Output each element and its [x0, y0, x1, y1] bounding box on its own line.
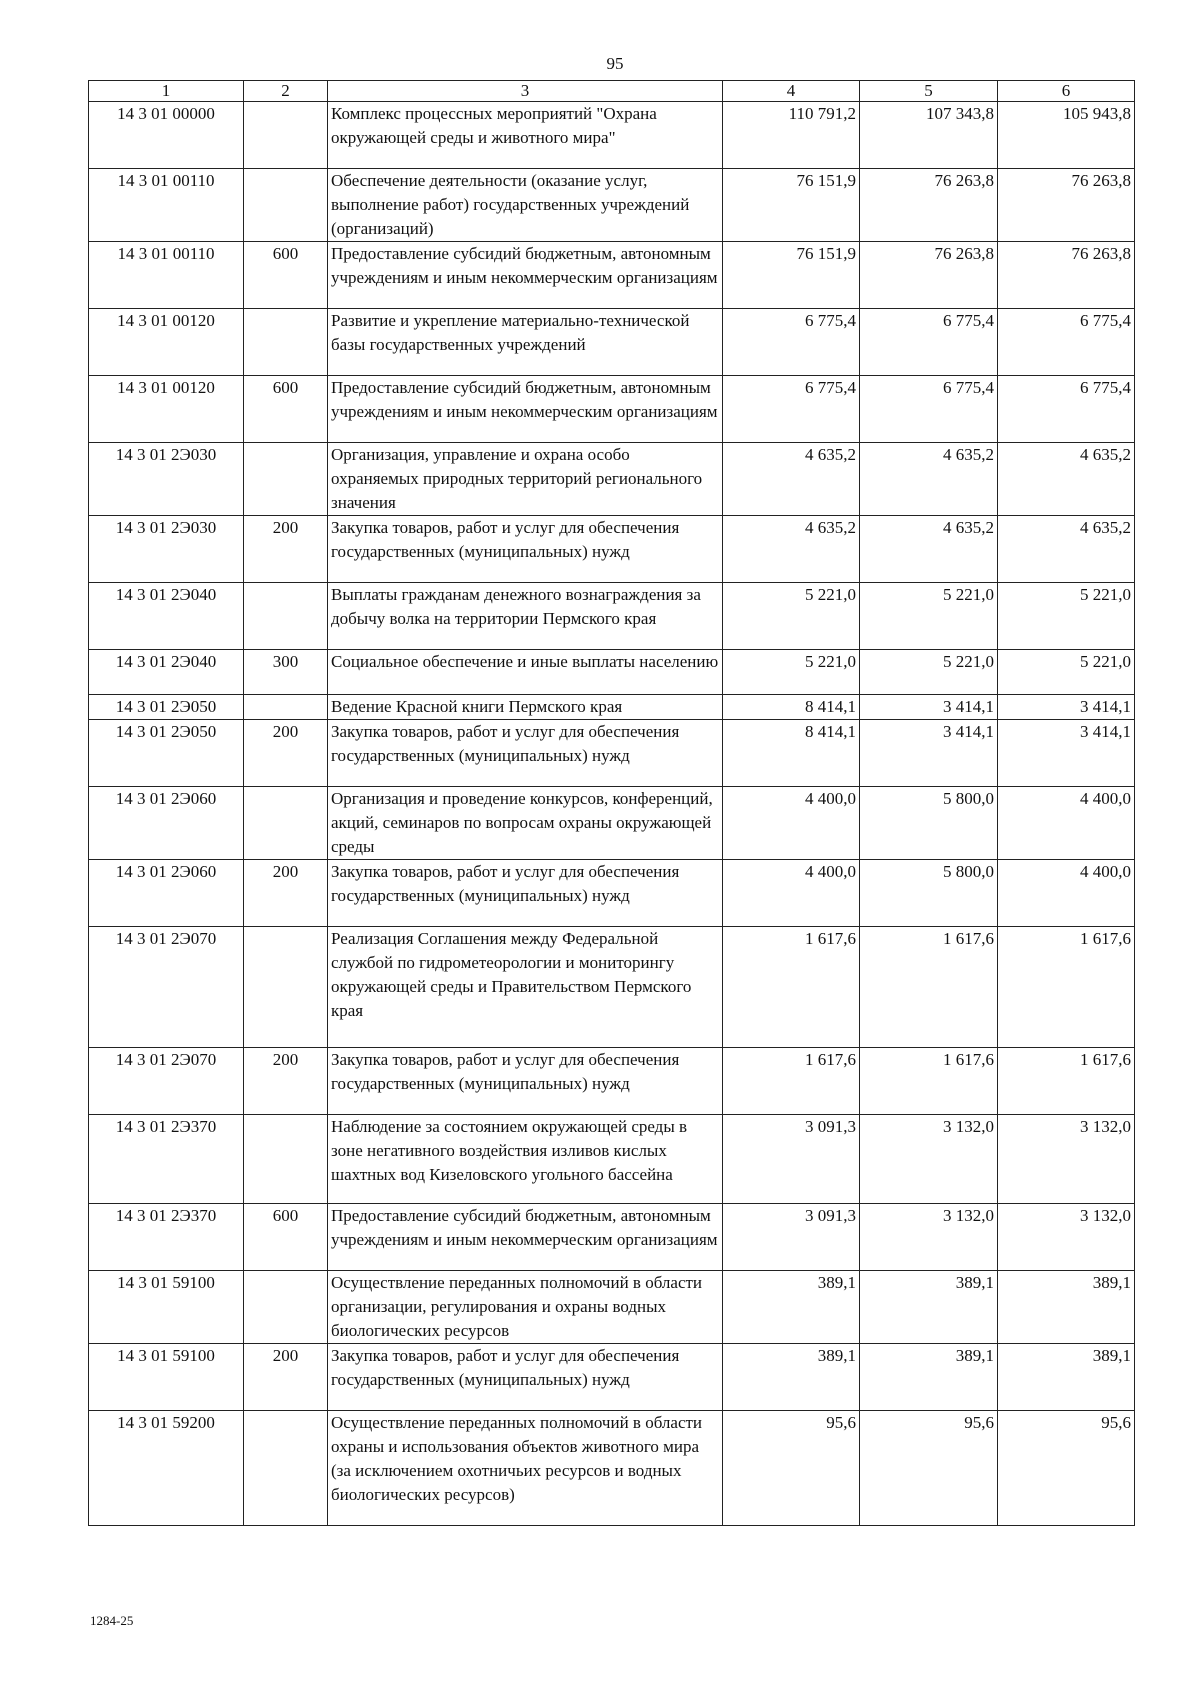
budget-code-cell: 14 3 01 2Э040 — [89, 583, 244, 650]
budget-code-cell: 14 3 01 2Э060 — [89, 787, 244, 860]
amount-col6-cell: 6 775,4 — [998, 376, 1135, 443]
amount-col5-cell: 107 343,8 — [860, 102, 998, 169]
amount-col5-cell: 76 263,8 — [860, 242, 998, 309]
amount-col5-cell: 4 635,2 — [860, 443, 998, 516]
budget-code-cell: 14 3 01 2Э370 — [89, 1115, 244, 1204]
amount-col5-cell: 389,1 — [860, 1344, 998, 1411]
expense-type-cell — [244, 443, 328, 516]
table-row — [89, 1115, 1135, 1204]
expense-type-cell — [244, 1271, 328, 1344]
table-row — [89, 695, 1135, 720]
table-body — [89, 102, 1135, 1526]
amount-col6-cell: 105 943,8 — [998, 102, 1135, 169]
document-footer-code: 1284-25 — [90, 1613, 134, 1628]
amount-col5-cell: 3 414,1 — [860, 720, 998, 787]
table-row — [89, 583, 1135, 650]
budget-code-cell: 14 3 01 00000 — [89, 102, 244, 169]
column-header-2: 2 — [244, 81, 328, 102]
amount-col5-cell: 5 221,0 — [860, 583, 998, 650]
expense-type-cell: 200 — [244, 720, 328, 787]
item-name-cell: Организация, управление и охрана особо охраняемых природных территорий регионального значения — [328, 443, 723, 516]
table-row — [89, 443, 1135, 516]
budget-code-cell: 14 3 01 00110 — [89, 169, 244, 242]
amount-col4-cell: 389,1 — [723, 1344, 860, 1411]
item-name-cell: Закупка товаров, работ и услуг для обеспечения государственных (муниципальных) нужд — [328, 1048, 723, 1115]
amount-col6-cell: 1 617,6 — [998, 1048, 1135, 1115]
expense-type-cell — [244, 927, 328, 1048]
amount-col6-cell: 1 617,6 — [998, 927, 1135, 1048]
budget-code-cell: 14 3 01 2Э030 — [89, 443, 244, 516]
table-row — [89, 650, 1135, 695]
item-name-cell: Выплаты гражданам денежного вознаграждения за добычу волка на территории Пермского края — [328, 583, 723, 650]
expense-type-cell — [244, 695, 328, 720]
amount-col6-cell: 76 263,8 — [998, 169, 1135, 242]
budget-code-cell: 14 3 01 2Э050 — [89, 695, 244, 720]
table-row — [89, 1344, 1135, 1411]
budget-table — [88, 80, 1135, 1526]
column-header-6: 6 — [998, 81, 1135, 102]
table-row — [89, 1204, 1135, 1271]
budget-code-cell: 14 3 01 2Э370 — [89, 1204, 244, 1271]
budget-code-cell: 14 3 01 00110 — [89, 242, 244, 309]
amount-col4-cell: 389,1 — [723, 1271, 860, 1344]
budget-code-cell: 14 3 01 00120 — [89, 309, 244, 376]
budget-code-cell: 14 3 01 2Э070 — [89, 927, 244, 1048]
table-row — [89, 1048, 1135, 1115]
amount-col6-cell: 3 132,0 — [998, 1115, 1135, 1204]
amount-col4-cell: 1 617,6 — [723, 1048, 860, 1115]
amount-col5-cell: 6 775,4 — [860, 309, 998, 376]
item-name-cell: Комплекс процессных мероприятий "Охрана окружающей среды и животного мира" — [328, 102, 723, 169]
table-row — [89, 242, 1135, 309]
amount-col5-cell: 5 800,0 — [860, 860, 998, 927]
amount-col6-cell: 4 635,2 — [998, 443, 1135, 516]
table-row — [89, 927, 1135, 1048]
amount-col5-cell: 76 263,8 — [860, 169, 998, 242]
item-name-cell: Предоставление субсидий бюджетным, автономным учреждениям и иным некоммерческим организациям — [328, 242, 723, 309]
budget-code-cell: 14 3 01 2Э050 — [89, 720, 244, 787]
amount-col6-cell: 5 221,0 — [998, 650, 1135, 695]
table-row — [89, 720, 1135, 787]
item-name-cell: Организация и проведение конкурсов, конференций, акций, семинаров по вопросам охраны окружающей среды — [328, 787, 723, 860]
item-name-cell: Реализация Соглашения между Федеральной службой по гидрометеорологии и мониторингу окружающей среды и Правительством Пермского края — [328, 927, 723, 1048]
amount-col4-cell: 4 635,2 — [723, 443, 860, 516]
column-number-row — [89, 81, 1135, 102]
amount-col4-cell: 4 400,0 — [723, 860, 860, 927]
amount-col4-cell: 76 151,9 — [723, 169, 860, 242]
amount-col5-cell: 3 414,1 — [860, 695, 998, 720]
item-name-cell: Развитие и укрепление материально-технической базы государственных учреждений — [328, 309, 723, 376]
table-row — [89, 169, 1135, 242]
amount-col5-cell: 1 617,6 — [860, 1048, 998, 1115]
table-row — [89, 376, 1135, 443]
amount-col5-cell: 4 635,2 — [860, 516, 998, 583]
item-name-cell: Ведение Красной книги Пермского края — [328, 695, 723, 720]
item-name-cell: Закупка товаров, работ и услуг для обеспечения государственных (муниципальных) нужд — [328, 720, 723, 787]
expense-type-cell: 200 — [244, 860, 328, 927]
table-row — [89, 1411, 1135, 1526]
table-row — [89, 516, 1135, 583]
amount-col6-cell: 3 132,0 — [998, 1204, 1135, 1271]
amount-col6-cell: 4 400,0 — [998, 787, 1135, 860]
item-name-cell: Наблюдение за состоянием окружающей среды в зоне негативного воздействия изливов кислых шахтных вод Кизеловского угольного бассейна — [328, 1115, 723, 1204]
amount-col4-cell: 1 617,6 — [723, 927, 860, 1048]
expense-type-cell: 600 — [244, 376, 328, 443]
expense-type-cell: 200 — [244, 516, 328, 583]
amount-col5-cell: 6 775,4 — [860, 376, 998, 443]
amount-col4-cell: 4 635,2 — [723, 516, 860, 583]
item-name-cell: Закупка товаров, работ и услуг для обеспечения государственных (муниципальных) нужд — [328, 1344, 723, 1411]
column-header-1: 1 — [89, 81, 244, 102]
budget-code-cell: 14 3 01 59200 — [89, 1411, 244, 1526]
expense-type-cell: 600 — [244, 242, 328, 309]
amount-col4-cell: 8 414,1 — [723, 720, 860, 787]
item-name-cell: Обеспечение деятельности (оказание услуг, выполнение работ) государственных учреждений (организаций) — [328, 169, 723, 242]
budget-code-cell: 14 3 01 00120 — [89, 376, 244, 443]
amount-col5-cell: 95,6 — [860, 1411, 998, 1526]
expense-type-cell: 300 — [244, 650, 328, 695]
item-name-cell: Осуществление переданных полномочий в области охраны и использования объектов животного мира (за исключением охотничьих ресурсов и водных биологических ресурсов) — [328, 1411, 723, 1526]
amount-col4-cell: 110 791,2 — [723, 102, 860, 169]
amount-col4-cell: 3 091,3 — [723, 1115, 860, 1204]
budget-code-cell: 14 3 01 2Э070 — [89, 1048, 244, 1115]
amount-col5-cell: 1 617,6 — [860, 927, 998, 1048]
page-number: 95 — [606, 54, 624, 73]
item-name-cell: Осуществление переданных полномочий в области организации, регулирования и охраны водных биологических ресурсов — [328, 1271, 723, 1344]
amount-col5-cell: 5 800,0 — [860, 787, 998, 860]
item-name-cell: Предоставление субсидий бюджетным, автономным учреждениям и иным некоммерческим организациям — [328, 376, 723, 443]
amount-col6-cell: 6 775,4 — [998, 309, 1135, 376]
column-header-5: 5 — [860, 81, 998, 102]
amount-col6-cell: 76 263,8 — [998, 242, 1135, 309]
amount-col4-cell: 3 091,3 — [723, 1204, 860, 1271]
budget-code-cell: 14 3 01 2Э060 — [89, 860, 244, 927]
item-name-cell: Закупка товаров, работ и услуг для обеспечения государственных (муниципальных) нужд — [328, 860, 723, 927]
amount-col5-cell: 5 221,0 — [860, 650, 998, 695]
expense-type-cell: 200 — [244, 1048, 328, 1115]
amount-col6-cell: 389,1 — [998, 1271, 1135, 1344]
item-name-cell: Предоставление субсидий бюджетным, автономным учреждениям и иным некоммерческим организациям — [328, 1204, 723, 1271]
expense-type-cell: 600 — [244, 1204, 328, 1271]
amount-col5-cell: 3 132,0 — [860, 1204, 998, 1271]
amount-col6-cell: 4 635,2 — [998, 516, 1135, 583]
expense-type-cell: 200 — [244, 1344, 328, 1411]
amount-col4-cell: 5 221,0 — [723, 583, 860, 650]
expense-type-cell — [244, 102, 328, 169]
budget-code-cell: 14 3 01 59100 — [89, 1271, 244, 1344]
amount-col6-cell: 389,1 — [998, 1344, 1135, 1411]
amount-col4-cell: 6 775,4 — [723, 376, 860, 443]
expense-type-cell — [244, 169, 328, 242]
table-row — [89, 309, 1135, 376]
amount-col6-cell: 5 221,0 — [998, 583, 1135, 650]
expense-type-cell — [244, 1115, 328, 1204]
amount-col4-cell: 76 151,9 — [723, 242, 860, 309]
amount-col4-cell: 8 414,1 — [723, 695, 860, 720]
amount-col6-cell: 3 414,1 — [998, 720, 1135, 787]
amount-col5-cell: 3 132,0 — [860, 1115, 998, 1204]
amount-col4-cell: 4 400,0 — [723, 787, 860, 860]
table-row — [89, 860, 1135, 927]
expense-type-cell — [244, 1411, 328, 1526]
expense-type-cell — [244, 309, 328, 376]
amount-col4-cell: 5 221,0 — [723, 650, 860, 695]
amount-col4-cell: 6 775,4 — [723, 309, 860, 376]
item-name-cell: Закупка товаров, работ и услуг для обеспечения государственных (муниципальных) нужд — [328, 516, 723, 583]
table-row — [89, 787, 1135, 860]
column-header-3: 3 — [328, 81, 723, 102]
budget-code-cell: 14 3 01 59100 — [89, 1344, 244, 1411]
item-name-cell: Социальное обеспечение и иные выплаты населению — [328, 650, 723, 695]
column-header-4: 4 — [723, 81, 860, 102]
amount-col5-cell: 389,1 — [860, 1271, 998, 1344]
amount-col6-cell: 3 414,1 — [998, 695, 1135, 720]
amount-col6-cell: 95,6 — [998, 1411, 1135, 1526]
amount-col6-cell: 4 400,0 — [998, 860, 1135, 927]
budget-code-cell: 14 3 01 2Э030 — [89, 516, 244, 583]
expense-type-cell — [244, 583, 328, 650]
amount-col4-cell: 95,6 — [723, 1411, 860, 1526]
table-row — [89, 1271, 1135, 1344]
table-row — [89, 102, 1135, 169]
budget-code-cell: 14 3 01 2Э040 — [89, 650, 244, 695]
expense-type-cell — [244, 787, 328, 860]
